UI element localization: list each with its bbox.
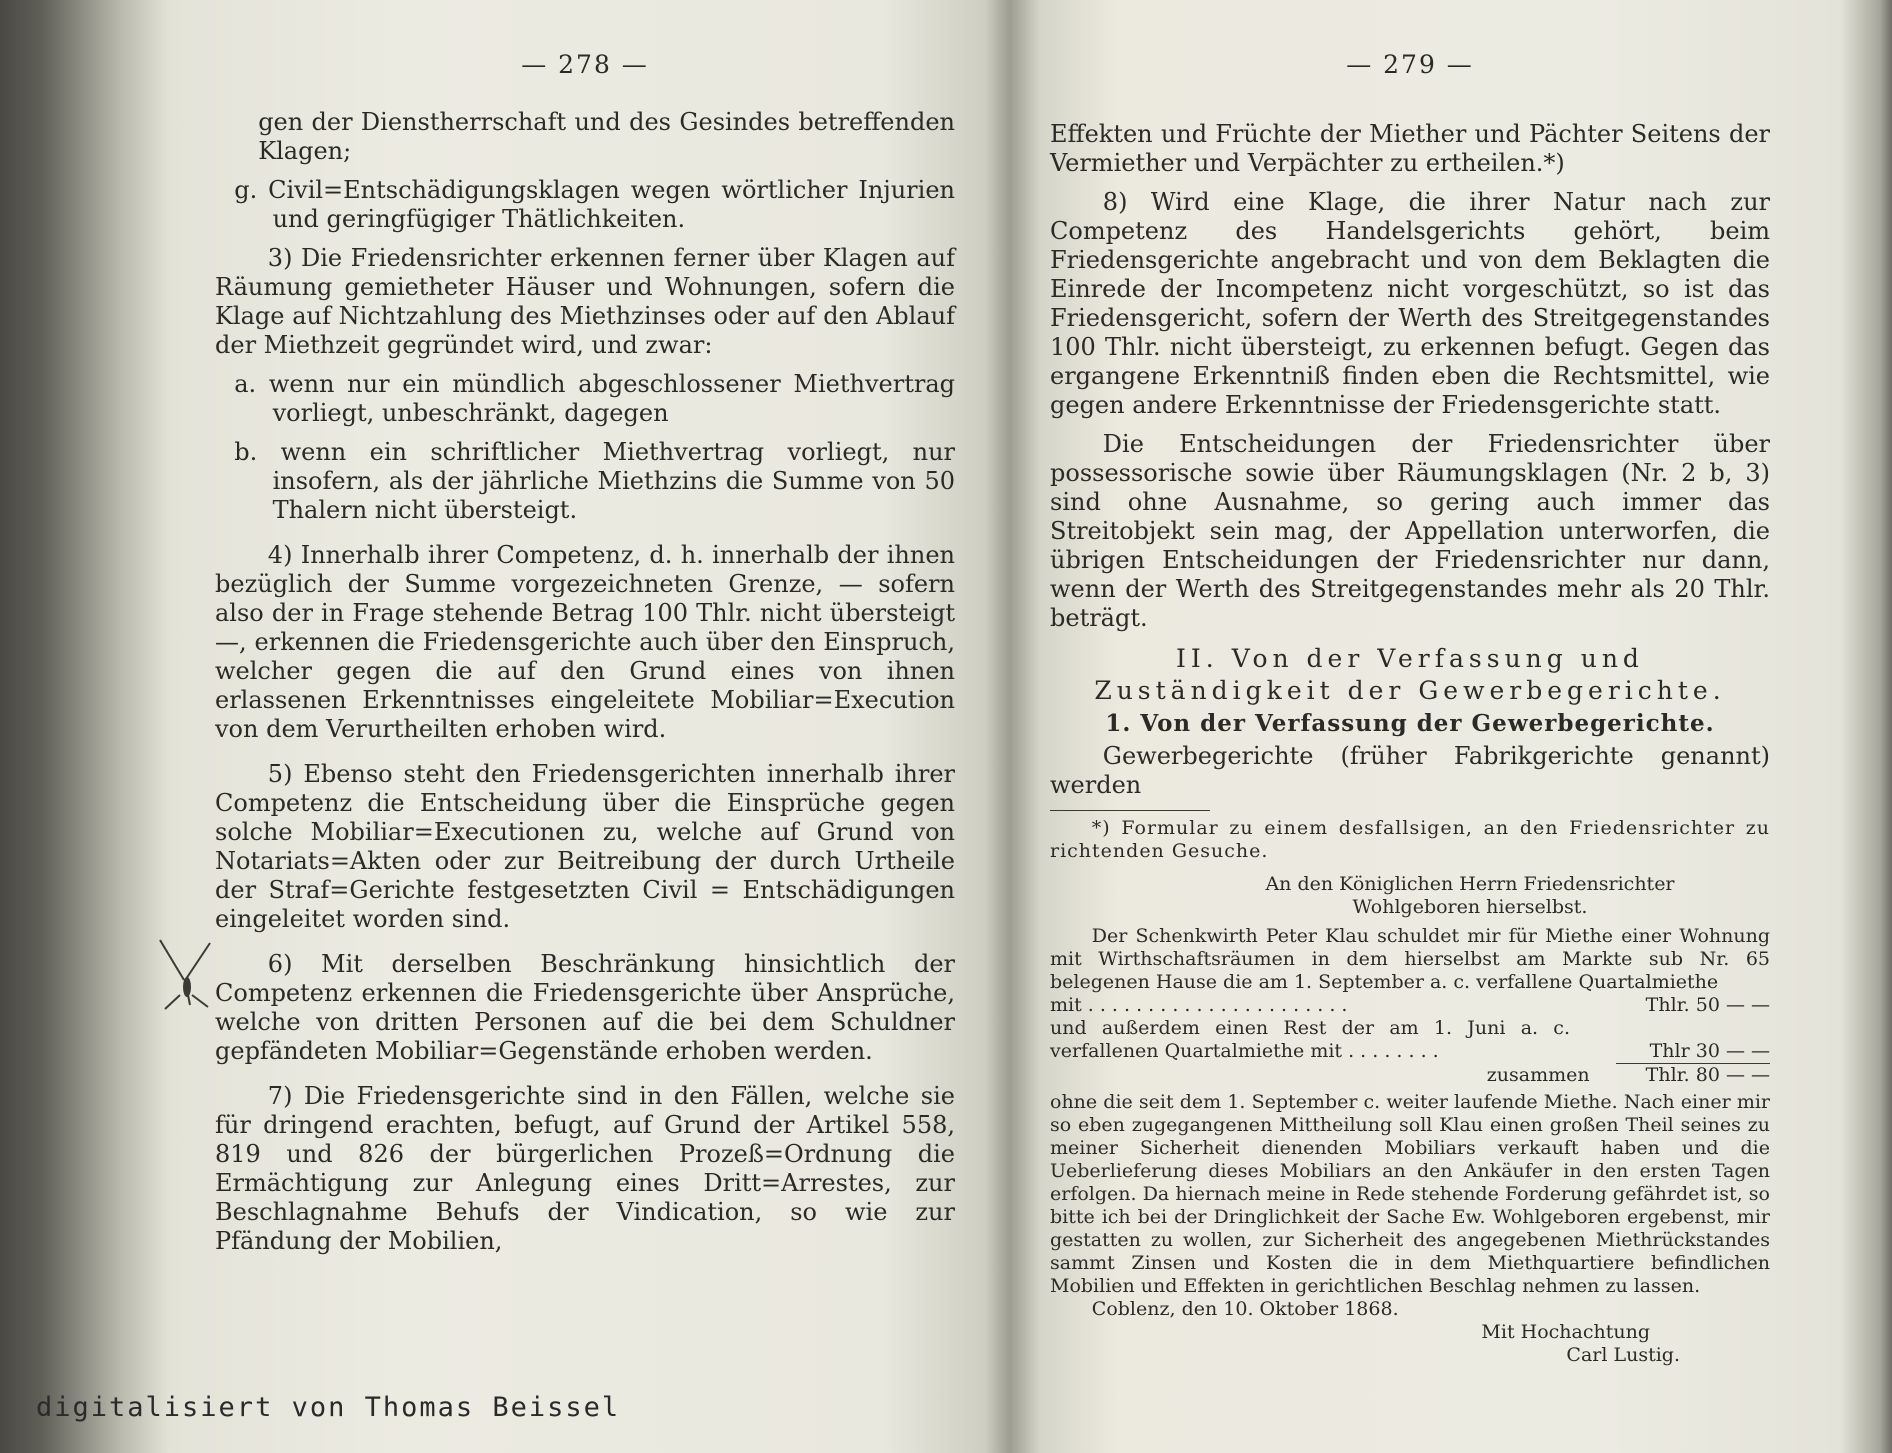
- ledger-amount: Thlr 30 — —: [1649, 1040, 1770, 1062]
- list-item-a: a. wenn nur ein mündlich abgeschlossener Miethvertrag vorliegt, unbeschränkt, dagegen: [234, 370, 955, 427]
- section-heading: II. Von der Verfassung und Zuständigkeit der Gewerbegerichte.: [1094, 644, 1726, 705]
- paragraph: Gewerbegerichte (früher Fabrikgerichte genannt) werden: [1050, 742, 1770, 799]
- page-number: — 279 —: [1346, 50, 1474, 79]
- ledger-total: [1050, 1063, 1770, 1087]
- ledger-label: und außerdem einen Rest der am 1. Juni a. c. verfallenen Quartalmiethe mit . . . . . . . .: [1050, 1017, 1570, 1062]
- footnote-rule: [1050, 810, 1210, 811]
- footnote-intro: *) Formular zu einem desfallsigen, an den Friedensrichter zu richtenden Gesuche.: [1050, 817, 1770, 862]
- subsection-heading: 1. Von der Verfassung der Gewerbegerichte.: [1105, 710, 1715, 737]
- ledger-total-amount: Thlr. 80 — —: [1616, 1063, 1770, 1087]
- paragraph: Die Entscheidungen der Friedensrichter über possessorische sowie über Räumungsklagen (Nr. 2 b, 3) sind ohne Ausnahme, so gering auch immer das Streitobjekt sein mag, der Appellation unterworfen, die übrigen Entscheidungen der Friedensrichter nur dann, wenn der Werth des Streitgegenstandes mehr als 20 Thlr. beträgt.: [1050, 430, 1770, 632]
- ledger-line: [1050, 994, 1770, 1017]
- signature: Carl Lustig.: [1566, 1344, 1680, 1366]
- right-page-body: [1050, 120, 1770, 1367]
- paragraph-8: 8) Wird eine Klage, die ihrer Natur nach zur Competenz des Handelsgerichts gehört, beim Friedensgerichte angebracht und von dem Beklagten die Einrede der Incompetenz nicht vorgeschützt, so ist das Friedensgericht, sofern der Werth des Streitgegenstandes 100 Thlr. nicht übersteigt, zu erkennen befugt. Gegen das ergangene Erkenntniß finden eben die Rechtsmittel, wie gegen andere Erkenntnisse der Friedensgerichte statt.: [1050, 188, 1770, 419]
- paragraph-6: 6) Mit derselben Beschränkung hinsichtlich der Competenz erkennen die Friedensgerichte über Ansprüche, welche von dritten Personen auf die bei dem Schuldner gepfändeten Mobiliar=Gegenstände erhoben werden.: [215, 950, 955, 1065]
- footnote-address: Wohlgeboren hierselbst.: [1352, 896, 1588, 918]
- right-page: [1050, 0, 1770, 1380]
- footnote-body: Der Schenkwirth Peter Klau schuldet mir für Miethe einer Wohnung mit Wirthschaftsräumen in dem hierselbst am Markte sub Nr. 65 belegenen Hause die am 1. September a. c. verfallene Quartalmiethe: [1050, 925, 1770, 993]
- left-page-body: [215, 108, 955, 1266]
- paragraph: Effekten und Früchte der Miether und Pächter Seitens der Vermiether und Verpächter zu ertheilen.*): [1050, 120, 1770, 177]
- digitization-credit: digitalisiert von Thomas Beissel: [36, 1392, 621, 1423]
- list-item-g: g. Civil=Entschädigungsklagen wegen wörtlicher Injurien und geringfügiger Thätlichkeiten.: [234, 176, 955, 233]
- paragraph-4: 4) Innerhalb ihrer Competenz, d. h. innerhalb der ihnen bezüglich der Summe vorgezeichneten Grenze, — sofern also der in Frage stehende Betrag 100 Thlr. nicht übersteigt —, erkennen die Friedensgerichte auch über den Einspruch, welcher gegen die auf den Grund eines von ihnen erlassenen Erkenntnisses eingeleitete Mobiliar=Execution von dem Verurtheilten erhoben wird.: [215, 541, 955, 743]
- paragraph: gen der Dienstherrschaft und des Gesindes betreffenden Klagen;: [258, 108, 955, 165]
- ledger-total-label: zusammen: [1486, 1064, 1590, 1086]
- footnote: [1050, 817, 1770, 1367]
- ledger-label: mit . . . . . . . . . . . . . . . . . . . . . .: [1050, 994, 1348, 1016]
- footnote-body: ohne die seit dem 1. September c. weiter laufende Miethe. Nach einer mir so eben zugegangenen Mittheilung soll Klau einen großen Theil seines zu meiner Sicherheit dienenden Mobiliars verkauft haben und die Ueberlieferung dieses Mobiliars an den Ankäufer in den ersten Tagen erfolgen. Da hiernach meine in Rede stehende Forderung gefährdet ist, so bitte ich bei der Dringlichkeit der Sache Ew. Wohlgeboren ergebenst, mir gestatten zu wollen, zur Sicherheit des angegebenen Miethrückstandes sammt Zinsen und Kosten die in dem Miethquartiere befindlichen Mobilien und Effekten in gerichtlichen Beschlag nehmen zu lassen.: [1050, 1091, 1770, 1297]
- ledger-line: [1050, 1017, 1770, 1063]
- insect-speck-icon: [150, 935, 220, 1015]
- footnote-address: An den Königlichen Herrn Friedensrichter: [1265, 873, 1675, 895]
- paragraph-7: 7) Die Friedensgerichte sind in den Fällen, welche sie für dringend erachten, befugt, auf Grund der Artikel 558, 819 und 826 der bürgerlichen Prozeß=Ordnung die Ermächtigung zur Anlegung eines Dritt=Arrestes, zur Beschlagnahme Behufs der Vindication, so wie zur Pfändung der Mobilien,: [215, 1082, 955, 1255]
- closing: Mit Hochachtung: [1481, 1321, 1650, 1343]
- page-number: — 278 —: [521, 50, 649, 79]
- place-date: Coblenz, den 10. Oktober 1868.: [1091, 1298, 1399, 1320]
- paragraph-3: 3) Die Friedensrichter erkennen ferner über Klagen auf Räumung gemietheter Häuser und Wohnungen, sofern die Klage auf Nichtzahlung des Miethzinses oder auf den Ablauf der Miethzeit gegründet wird, und zwar:: [215, 244, 955, 359]
- left-page: [215, 0, 955, 1380]
- list-item-b: b. wenn ein schriftlicher Miethvertrag vorliegt, nur insofern, als der jährliche Miethzins die Summe von 50 Thalern nicht übersteigt.: [234, 438, 955, 524]
- paragraph-5: 5) Ebenso steht den Friedensgerichten innerhalb ihrer Competenz die Entscheidung über die Einsprüche gegen solche Mobiliar=Executionen zu, welche auf Grund von Notariats=Akten oder zur Beitreibung der durch Urtheile der Straf=Gerichte festgesetzten Civil = Entschädigungen eingeleitet worden sind.: [215, 760, 955, 933]
- ledger-amount: Thlr. 50 — —: [1645, 994, 1770, 1016]
